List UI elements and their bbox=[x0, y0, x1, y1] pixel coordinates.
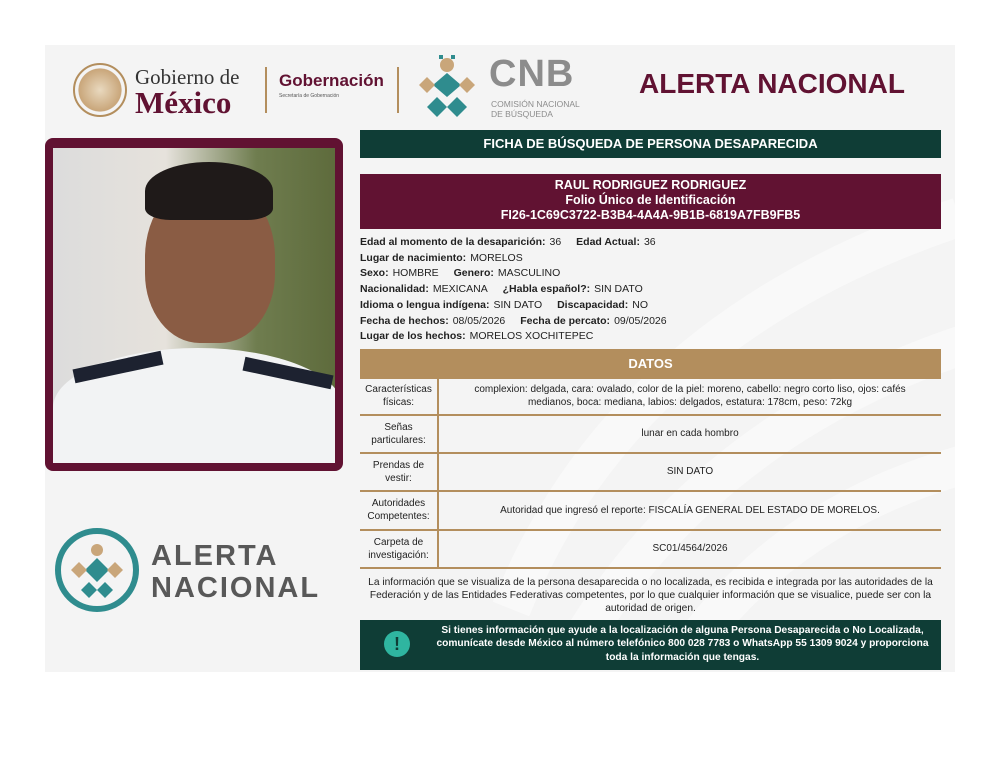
contact-band bbox=[360, 620, 941, 670]
info-value: 36 bbox=[643, 236, 656, 248]
info-label: Sexo: bbox=[360, 267, 389, 280]
gob-line2: México bbox=[135, 85, 232, 120]
info-row bbox=[360, 235, 941, 251]
info-label: ¿Habla español?: bbox=[502, 283, 591, 296]
cnb-subtext bbox=[491, 99, 580, 119]
table-label: Prendas de vestir: bbox=[360, 453, 438, 491]
info-label: Idioma o lengua indígena: bbox=[360, 298, 490, 311]
info-row bbox=[360, 329, 941, 345]
alerta-logo-line2: NACIONAL bbox=[151, 572, 321, 604]
table-label: Carpeta de investigación: bbox=[360, 530, 438, 568]
info-value: HOMBRE bbox=[392, 267, 439, 280]
info-value: NO bbox=[632, 298, 649, 311]
info-label: Edad Actual: bbox=[576, 236, 640, 248]
alerta-logo-line1: ALERTA bbox=[151, 540, 279, 572]
missing-person-photo bbox=[53, 148, 335, 463]
info-label: Discapacidad: bbox=[557, 298, 629, 311]
alerta-nacional-logo bbox=[55, 528, 335, 618]
cnb-logo bbox=[413, 51, 603, 123]
info-label: Lugar de nacimiento: bbox=[360, 251, 467, 264]
info-value: 36 bbox=[549, 236, 562, 248]
info-row bbox=[360, 251, 941, 267]
info-value: MASCULINO bbox=[497, 267, 561, 280]
gobernacion-subtext: Secretaría de Gobernación bbox=[279, 93, 340, 99]
table-label: Señas particulares: bbox=[360, 415, 438, 453]
table-row bbox=[360, 491, 941, 530]
alerta-nacional-title: ALERTA NACIONAL bbox=[639, 68, 905, 99]
cnb-sub2: DE BÚSQUEDA bbox=[491, 109, 553, 119]
table-row bbox=[360, 453, 941, 491]
table-value: SIN DATO bbox=[438, 453, 941, 491]
table-value: lunar en cada hombro bbox=[438, 415, 941, 453]
info-value: MEXICANA bbox=[432, 283, 488, 296]
table-label: Características físicas: bbox=[360, 379, 438, 415]
cnb-emblem-icon bbox=[413, 51, 481, 119]
ficha-title: FICHA DE BÚSQUEDA DE PERSONA DESAPARECIDA bbox=[360, 130, 941, 158]
table-label: Autoridades Competentes: bbox=[360, 491, 438, 530]
person-info bbox=[360, 235, 941, 345]
datos-table bbox=[360, 379, 941, 569]
contact-message: Si tienes información que ayude a la localización de alguna Persona Desaparecida o No Localizada, comunícate desde México al número telefónico 800 028 7783 o WhatsApp 55 1309 9024 y proporciona toda la información que tengas. bbox=[436, 624, 929, 663]
info-value: 08/05/2026 bbox=[452, 314, 506, 327]
gobernacion-text: Gobernación bbox=[279, 71, 384, 90]
table-value: SC01/4564/2026 bbox=[438, 530, 941, 568]
photo-hair bbox=[145, 162, 273, 220]
alerta-ring-icon bbox=[55, 528, 139, 612]
cnb-sub1: COMISIÓN NACIONAL bbox=[491, 99, 580, 109]
table-row bbox=[360, 379, 941, 415]
identity-band bbox=[360, 174, 941, 229]
photo-frame bbox=[45, 138, 343, 471]
gobierno-de-mexico-logo bbox=[73, 63, 253, 119]
info-row bbox=[360, 314, 941, 330]
gob-line1: Gobierno de bbox=[135, 65, 240, 89]
info-row bbox=[360, 266, 941, 282]
info-value: MORELOS bbox=[470, 251, 523, 264]
folio-number: FI26-1C69C3722-B3B4-4A4A-9B1B-6819A7FB9FB5 bbox=[500, 208, 801, 222]
table-value: Autoridad que ingresó el reporte: FISCALÍA GENERAL DEL ESTADO DE MORELOS. bbox=[438, 491, 941, 530]
disclaimer-text: La información que se visualiza de la persona desaparecida o no localizada, es recibida e integrada por las autoridades de la Federación y de las Entidades Federativas competentes, por lo que cualquier información que se visualice, puede ser con la autoridad de origen. bbox=[368, 576, 933, 614]
alert-icon: ! bbox=[384, 631, 410, 657]
search-poster bbox=[45, 45, 955, 672]
folio-label: Folio Único de Identificación bbox=[565, 193, 736, 207]
info-label: Edad al momento de la desaparición: bbox=[360, 236, 546, 248]
header-divider bbox=[265, 67, 267, 113]
info-row bbox=[360, 282, 941, 298]
info-value: SIN DATO bbox=[493, 298, 543, 311]
info-label: Fecha de percato: bbox=[520, 314, 611, 327]
info-value: SIN DATO bbox=[594, 283, 643, 296]
national-seal-icon bbox=[73, 63, 127, 117]
info-label: Genero: bbox=[453, 267, 494, 280]
ficha-column bbox=[360, 130, 941, 670]
gobernacion-logo bbox=[279, 71, 384, 99]
info-label: Fecha de hechos: bbox=[360, 314, 449, 327]
info-value: 09/05/2026 bbox=[614, 314, 667, 327]
info-label: Nacionalidad: bbox=[360, 283, 429, 296]
info-value: MORELOS XOCHITEPEC bbox=[469, 330, 594, 343]
table-value: complexion: delgada, cara: ovalado, color de la piel: moreno, cabello: negro corto liso, ojos: cafés medianos, boca: mediana, labios: delgados, estatura: 178cm, peso: 72kg bbox=[438, 379, 941, 415]
cnb-text: CNB bbox=[489, 53, 575, 95]
info-row bbox=[360, 298, 941, 314]
table-row bbox=[360, 415, 941, 453]
person-name: RAUL RODRIGUEZ RODRIGUEZ bbox=[554, 178, 747, 192]
alerta-emblem-icon bbox=[61, 534, 133, 606]
info-label: Lugar de los hechos: bbox=[360, 330, 466, 343]
table-row bbox=[360, 530, 941, 568]
header-divider bbox=[397, 67, 399, 113]
datos-header: DATOS bbox=[360, 349, 941, 379]
